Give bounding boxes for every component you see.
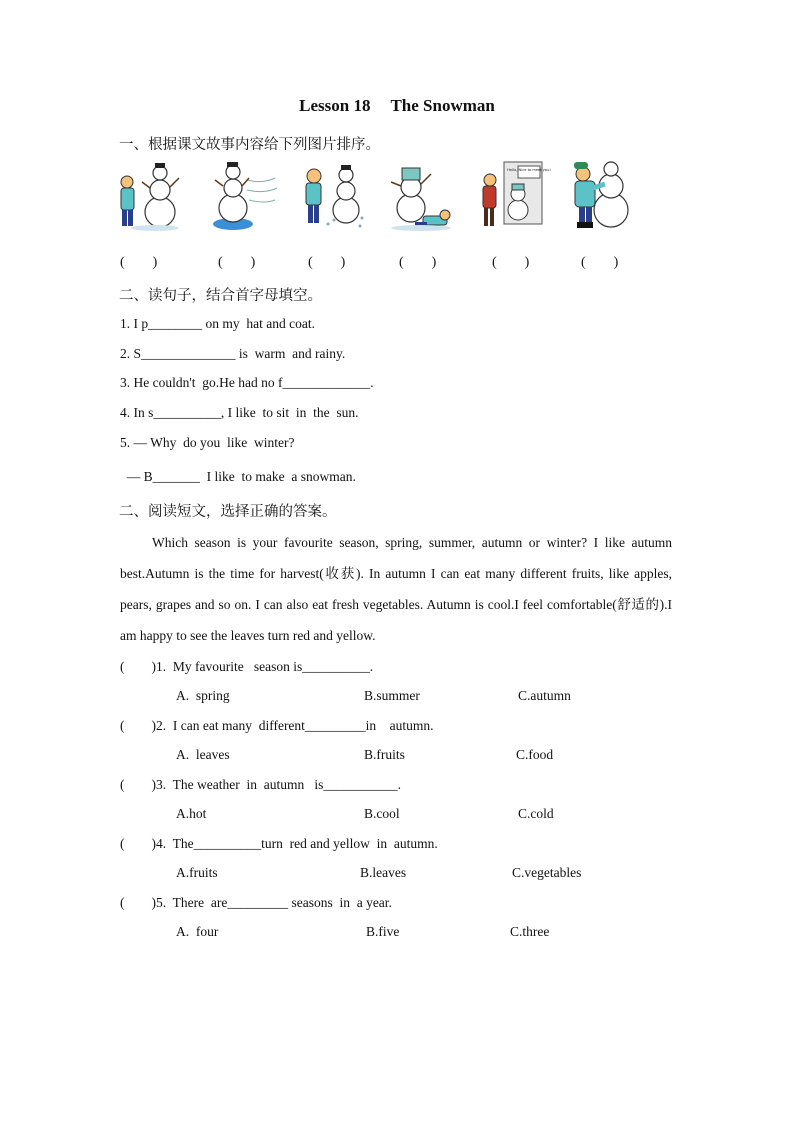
picture-sign-text: Hello, Nice to meet you!	[507, 168, 551, 172]
story-picture-5	[478, 160, 551, 232]
question-3-stem[interactable]: ( )3. The weather in autumn is___________.	[120, 777, 401, 792]
question-3-option-b[interactable]: B.cool	[364, 806, 400, 821]
story-pictures	[115, 160, 655, 232]
question-1-stem[interactable]: ( )1. My favourite season is__________.	[120, 659, 374, 674]
story-picture-1	[115, 160, 183, 232]
question-4-option-c[interactable]: C.vegetables	[512, 865, 582, 880]
question-5-option-b[interactable]: B.five	[366, 924, 400, 939]
section2-heading: 二、读句子，结合首字母填空。	[119, 288, 322, 304]
question-1-option-a[interactable]: A. spring	[176, 688, 230, 703]
story-picture-4	[387, 160, 455, 232]
order-blank-1[interactable]: ( )	[120, 255, 158, 270]
reading-passage	[120, 527, 672, 651]
order-blank-4[interactable]: ( )	[399, 255, 437, 270]
question-4-option-b[interactable]: B.leaves	[360, 865, 407, 880]
order-blank-6[interactable]: ( )	[581, 255, 619, 270]
question-5-stem[interactable]: ( )5. There are_________ seasons in a year.	[120, 895, 392, 910]
fill-blank-item-3[interactable]: 3. He couldn't go.He had no f_____________.	[120, 375, 374, 390]
story-picture-2	[213, 160, 281, 232]
passage-text: Which season is your favourite season, spring, summer, autumn or winter? I like autumn best.Autumn is the time for harvest(收获). In autumn I can eat many different fruits, like apples, pears, grapes and so on. I can also eat fresh vegetables. Autumn is cool.I feel comfortable(舒适的).I am happy to see the leaves turn red and yellow.	[120, 535, 672, 643]
question-1-option-b[interactable]: B.summer	[364, 688, 420, 703]
lesson-name: The Snowman	[390, 96, 495, 115]
question-2-option-c[interactable]: C.food	[516, 747, 554, 762]
question-5-option-a[interactable]: A. four	[176, 924, 219, 939]
page-title	[0, 96, 794, 116]
story-picture-3	[302, 160, 370, 232]
order-blank-2[interactable]: ( )	[218, 255, 256, 270]
order-blank-3[interactable]: ( )	[308, 255, 346, 270]
fill-blank-item-2[interactable]: 2. S______________ is warm and rainy.	[120, 346, 346, 361]
question-2-option-a[interactable]: A. leaves	[176, 747, 230, 762]
section1-heading: 一、根据课文故事内容给下列图片排序。	[119, 137, 380, 153]
question-4-stem[interactable]: ( )4. The__________turn red and yellow in autumn.	[120, 836, 438, 851]
section3-heading: 二、阅读短文，选择正确的答案。	[119, 504, 337, 520]
fill-blank-item-5: 5. — Why do you like winter?	[120, 435, 295, 450]
question-2-option-b[interactable]: B.fruits	[364, 747, 405, 762]
question-3-option-a[interactable]: A.hot	[176, 806, 207, 821]
question-3-option-c[interactable]: C.cold	[518, 806, 554, 821]
lesson-number: Lesson 18	[299, 96, 371, 115]
fill-blank-item-4[interactable]: 4. In s__________, I like to sit in the sun.	[120, 405, 359, 420]
question-4-option-a[interactable]: A.fruits	[176, 865, 218, 880]
question-1-option-c[interactable]: C.autumn	[518, 688, 571, 703]
order-blank-5[interactable]: ( )	[492, 255, 530, 270]
fill-blank-item-1[interactable]: 1. I p________ on my hat and coat.	[120, 316, 315, 331]
question-5-option-c[interactable]: C.three	[510, 924, 550, 939]
fill-blank-item-5-answer[interactable]: — B_______ I like to make a snowman.	[120, 469, 356, 484]
question-2-stem[interactable]: ( )2. I can eat many different_________in autumn.	[120, 718, 434, 733]
story-picture-6	[571, 160, 639, 232]
